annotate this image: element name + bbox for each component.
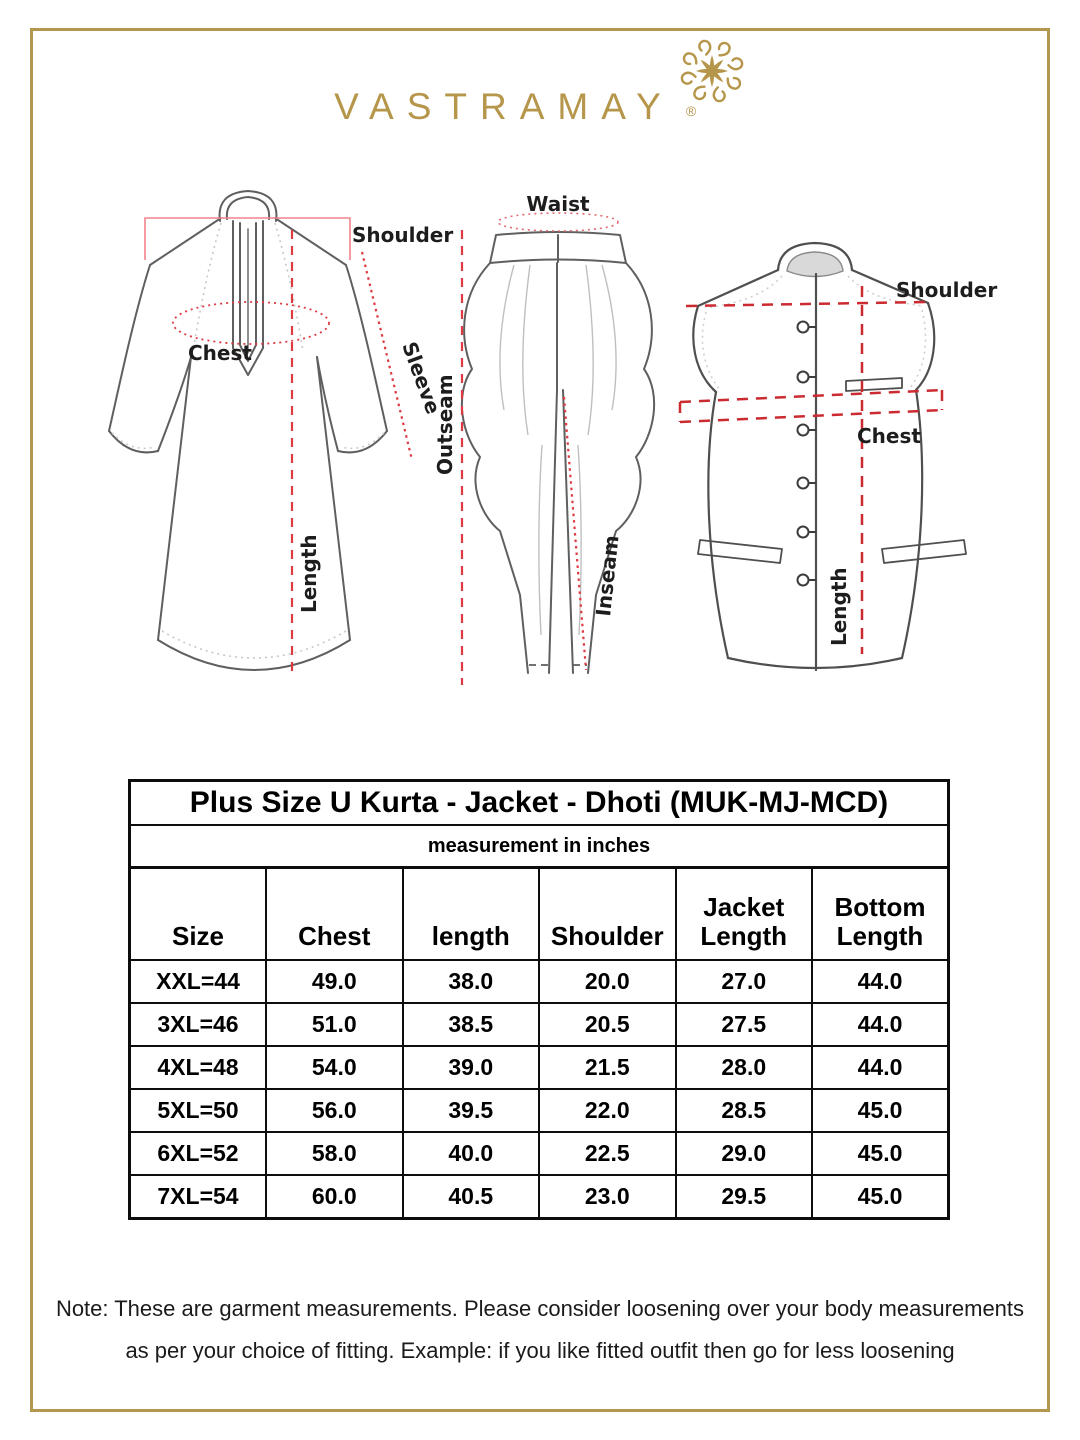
- table-row: [130, 1003, 949, 1046]
- column-header: length: [403, 868, 540, 961]
- dhoti-outline: [462, 232, 654, 673]
- size-cell: 3XL=46: [130, 1003, 267, 1046]
- measurement-cell: 23.0: [539, 1175, 676, 1219]
- measurement-cell: 51.0: [266, 1003, 403, 1046]
- jacket-shoulder-label: Shoulder: [896, 278, 998, 302]
- column-header: Jacket Length: [676, 868, 813, 961]
- measurement-cell: 38.5: [403, 1003, 540, 1046]
- column-header: Bottom Length: [812, 868, 949, 961]
- size-cell: 4XL=48: [130, 1046, 267, 1089]
- measurement-cell: 20.0: [539, 960, 676, 1003]
- jacket-chest-label: Chest: [857, 424, 921, 448]
- measurement-cell: 27.5: [676, 1003, 813, 1046]
- registered-trademark: ®: [685, 103, 697, 119]
- measurement-cell: 29.5: [676, 1175, 813, 1219]
- measurement-cell: 45.0: [812, 1175, 949, 1219]
- kurta-measurement-diagram: [100, 185, 460, 745]
- kurta-chest-label: Chest: [188, 341, 252, 365]
- measurement-cell: 21.5: [539, 1046, 676, 1089]
- size-cell: 6XL=52: [130, 1132, 267, 1175]
- size-chart-subtitle: measurement in inches: [130, 825, 949, 868]
- size-chart-title: Plus Size U Kurta - Jacket - Dhoti (MUK-MJ-MCD): [130, 781, 949, 826]
- table-row: [130, 960, 949, 1003]
- measurement-cell: 45.0: [812, 1089, 949, 1132]
- jacket-measurement-diagram: [670, 240, 1010, 705]
- dhoti-measurement-diagram: [430, 185, 700, 745]
- brand-logo: [0, 38, 1080, 128]
- measurement-cell: 28.5: [676, 1089, 813, 1132]
- measurement-cell: 58.0: [266, 1132, 403, 1175]
- measurement-cell: 60.0: [266, 1175, 403, 1219]
- kurta-sleeve-label: Sleeve: [397, 338, 446, 418]
- measurement-cell: 40.0: [403, 1132, 540, 1175]
- dhoti-waist-label: Waist: [526, 192, 590, 216]
- measurement-cell: 44.0: [812, 960, 949, 1003]
- jacket-length-label: Length: [827, 567, 851, 646]
- measurement-cell: 44.0: [812, 1003, 949, 1046]
- kurta-length-label: Length: [297, 534, 321, 613]
- mandala-star-icon: [678, 38, 746, 104]
- jacket-stitching: [702, 276, 925, 390]
- table-row: [130, 1175, 949, 1219]
- measurement-cell: 20.5: [539, 1003, 676, 1046]
- brand-wordmark: VASTRAMAY: [334, 86, 674, 127]
- measurement-note: [33, 1288, 1047, 1372]
- table-row: [130, 1132, 949, 1175]
- measurement-cell: 45.0: [812, 1132, 949, 1175]
- dhoti-outseam-label: Outseam: [433, 374, 457, 475]
- size-cell: XXL=44: [130, 960, 267, 1003]
- measurement-cell: 44.0: [812, 1046, 949, 1089]
- logo-ornament-block: [678, 38, 746, 118]
- kurta-outline: [109, 191, 387, 670]
- measurement-cell: 49.0: [266, 960, 403, 1003]
- table-row: [130, 1089, 949, 1132]
- column-header: Shoulder: [539, 868, 676, 961]
- size-cell: 5XL=50: [130, 1089, 267, 1132]
- measurement-cell: 39.5: [403, 1089, 540, 1132]
- measurement-cell: 22.0: [539, 1089, 676, 1132]
- measurement-cell: 38.0: [403, 960, 540, 1003]
- measurement-cell: 28.0: [676, 1046, 813, 1089]
- dhoti-inseam-label: Inseam: [591, 533, 624, 618]
- measurement-cell: 54.0: [266, 1046, 403, 1089]
- jacket-buttons: [798, 322, 817, 586]
- jacket-neck-shading: [787, 252, 843, 277]
- size-cell: 7XL=54: [130, 1175, 267, 1219]
- measurement-cell: 27.0: [676, 960, 813, 1003]
- size-table-body: [130, 960, 949, 1219]
- measurement-cell: 56.0: [266, 1089, 403, 1132]
- measurement-cell: 29.0: [676, 1132, 813, 1175]
- jacket-measure-lines: [680, 286, 942, 654]
- measurement-cell: 40.5: [403, 1175, 540, 1219]
- measurement-cell: 39.0: [403, 1046, 540, 1089]
- column-header: Size: [130, 868, 267, 961]
- note-line-1: Note: These are garment measurements. Please consider loosening over your body measurements: [55, 1296, 1025, 1321]
- size-table-header-row: [130, 868, 949, 961]
- kurta-shoulder-label: Shoulder: [352, 223, 454, 247]
- size-chart-table: [128, 779, 950, 1220]
- column-header: Chest: [266, 868, 403, 961]
- measurement-cell: 22.5: [539, 1132, 676, 1175]
- note-line-2: as per your choice of fitting. Example: if you like fitted outfit then go for less loosening: [125, 1338, 955, 1363]
- table-row: [130, 1046, 949, 1089]
